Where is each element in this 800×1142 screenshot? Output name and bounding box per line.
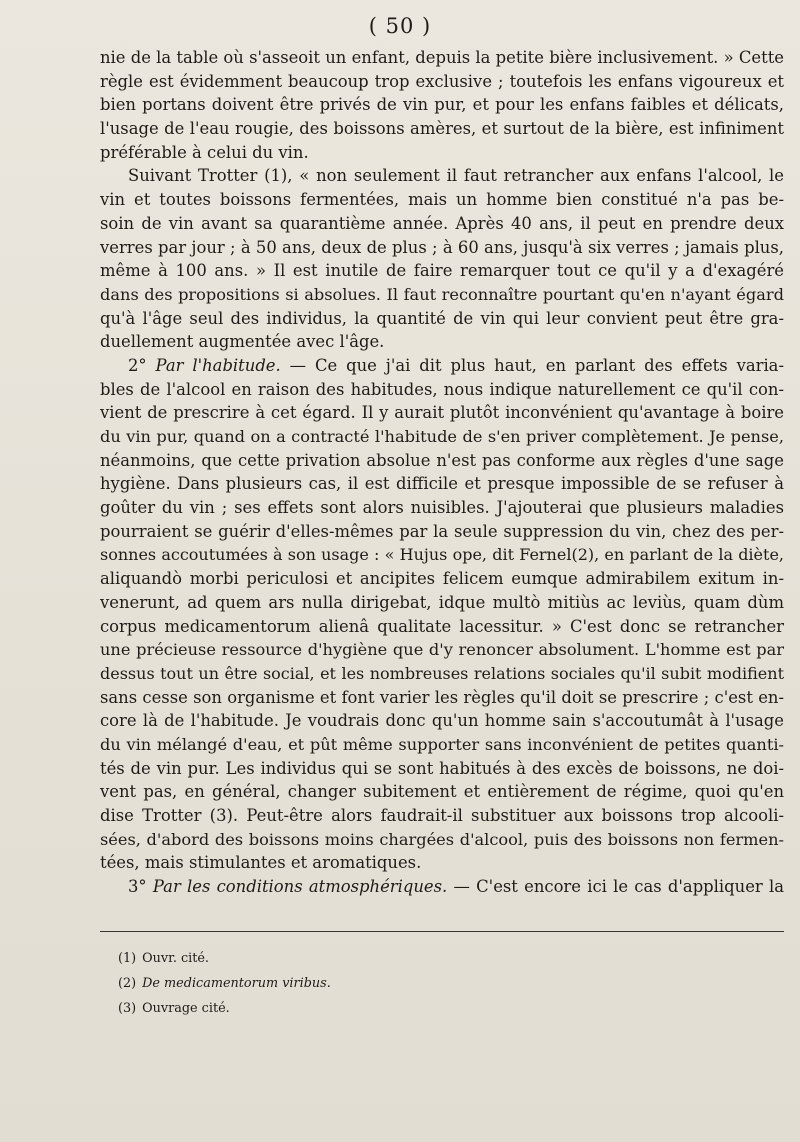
text-line: venerunt, ad quem ars nulla dirigebat, idque multò mitiùs ac leviùs, quam dùm (100, 592, 784, 612)
text-line: aliquandò morbi periculosi et ancipites felicem eumque admirabilem exitum in- (100, 569, 784, 589)
section-heading-line (100, 354, 784, 378)
text-line-rest: C'est encore ici le cas d'appliquer la (476, 877, 785, 897)
text-line: qu'à l'âge seul des individus, la quantité de vin qui leur convient peut être gra- (100, 308, 784, 328)
text-line: soin de vin avant sa quarantième année. Après 40 ans, il peut en prendre deux (100, 213, 784, 233)
text-line: néanmoins, que cette privation absolue n'est pas conforme aux règles d'une sage (100, 450, 784, 470)
section-number: 2° (128, 355, 156, 375)
text-line: dise Trotter (3). Peut-être alors faudrait-il substituer aux boissons trop alcooli- (100, 806, 784, 825)
text-line: même à 100 ans. » Il est inutile de faire remarquer tout ce qu'il y a d'exagéré (100, 261, 784, 281)
text-line: du vin mélangé d'eau, et pût même supporter sans inconvénient de petites quanti- (100, 734, 784, 754)
text-line: bles de l'alcool en raison des habitudes, nous indique naturellement ce qu'il con- (100, 379, 784, 399)
text-line-rest: Ce que j'ai dit plus haut, en parlant des effets varia- (314, 355, 784, 375)
footnote-text: Ouvrage cité. (142, 1001, 230, 1016)
em-dash: — (280, 355, 315, 375)
text-line: une précieuse ressource d'hygiène que d'y renoncer absolument. L'homme est par (100, 640, 784, 660)
page-number: ( 50 ) (368, 14, 432, 38)
text-line: verres par jour ; à 50 ans, deux de plus ; à 60 ans, jusqu'à six verres ; jamais plus, (100, 237, 784, 257)
text-line: tés de vin pur. Les individus qui se sont habitués à des excès de boissons, ne doi- (100, 758, 784, 778)
text-line: dessus tout un être social, et les nombreuses relations sociales qu'il subit modifient (100, 663, 784, 683)
footnote-text: Ouvr. cité. (142, 951, 209, 966)
section-heading-line (100, 875, 784, 899)
footnote-divider (100, 931, 784, 932)
text-line: sans cesse son organisme et font varier les règles qu'il doit se prescrire ; c'est en- (100, 687, 784, 707)
text-line: tées, mais stimulantes et aromatiques. (100, 853, 422, 873)
footnote-text: De medicamentorum viribus. (142, 976, 331, 991)
text-line: vent pas, en général, changer subitement et entièrement de régime, quoi qu'en (100, 782, 784, 802)
text-line: duellement augmentée avec l'âge. (100, 332, 385, 352)
footnote-mark: (1) (118, 951, 137, 966)
text-line: core là de l'habitude. Je voudrais donc qu'un homme sain s'accoutumât à l'usage (100, 711, 784, 731)
footnote-mark: (3) (118, 1001, 137, 1016)
section-number: 3° (128, 877, 153, 897)
footnote (118, 996, 758, 1021)
footnote-mark: (2) (118, 976, 137, 991)
text-line: préférable à celui du vin. (100, 142, 309, 162)
footnote (118, 946, 758, 971)
text-line: du vin pur, quand on a contracté l'habitude de s'en priver complètement. Je pense, (100, 427, 784, 446)
text-line: Suivant Trotter (1), « non seulement il faut retrancher aux enfans l'alcool, le (128, 166, 784, 186)
text-line: goûter du vin ; ses effets sont alors nuisibles. J'ajouterai que plusieurs maladies (100, 498, 784, 518)
text-line: nie de la table où s'asseoit un enfant, depuis la petite bière inclusivement. » Cette (100, 48, 784, 67)
footnotes (118, 946, 758, 1021)
section-title: Par l'habitude. (155, 355, 281, 375)
text-line: sonnes accoutumées à son usage : « Hujus ope, dit Fernel(2), en parlant de la diète, (100, 545, 784, 565)
text-line: vient de prescrire à cet égard. Il y aurait plutôt inconvénient qu'avantage à boire (100, 403, 784, 423)
text-line: pourraient se guérir d'elles-mêmes par la seule suppression du vin, chez des per- (100, 521, 784, 541)
text-line: vin et toutes boissons fermentées, mais un homme bien constitué n'a pas be- (100, 190, 784, 210)
text-line: hygiène. Dans plusieurs cas, il est difficile et presque impossible de se refuser à (100, 474, 784, 494)
body-text (100, 46, 784, 899)
em-dash: — (447, 877, 477, 897)
text-line: corpus medicamentorum alienâ qualitate lacessitur. » C'est donc se retrancher (100, 616, 784, 636)
text-line: sées, d'abord des boissons moins chargées d'alcool, puis des boissons non fermen- (100, 829, 784, 849)
text-line: règle est évidemment beaucoup trop exclusive ; toutefois les enfans vigoureux et (100, 71, 784, 91)
section-title: Par les conditions atmosphériques. (152, 877, 448, 897)
text-line: bien portans doivent être privés de vin pur, et pour les enfans faibles et délicats, (100, 95, 784, 115)
text-line: dans des propositions si absolues. Il faut reconnaître pourtant qu'en n'ayant égard (100, 284, 784, 304)
text-line: l'usage de l'eau rougie, des boissons amères, et surtout de la bière, est infiniment (100, 119, 784, 139)
footnote (118, 971, 758, 996)
